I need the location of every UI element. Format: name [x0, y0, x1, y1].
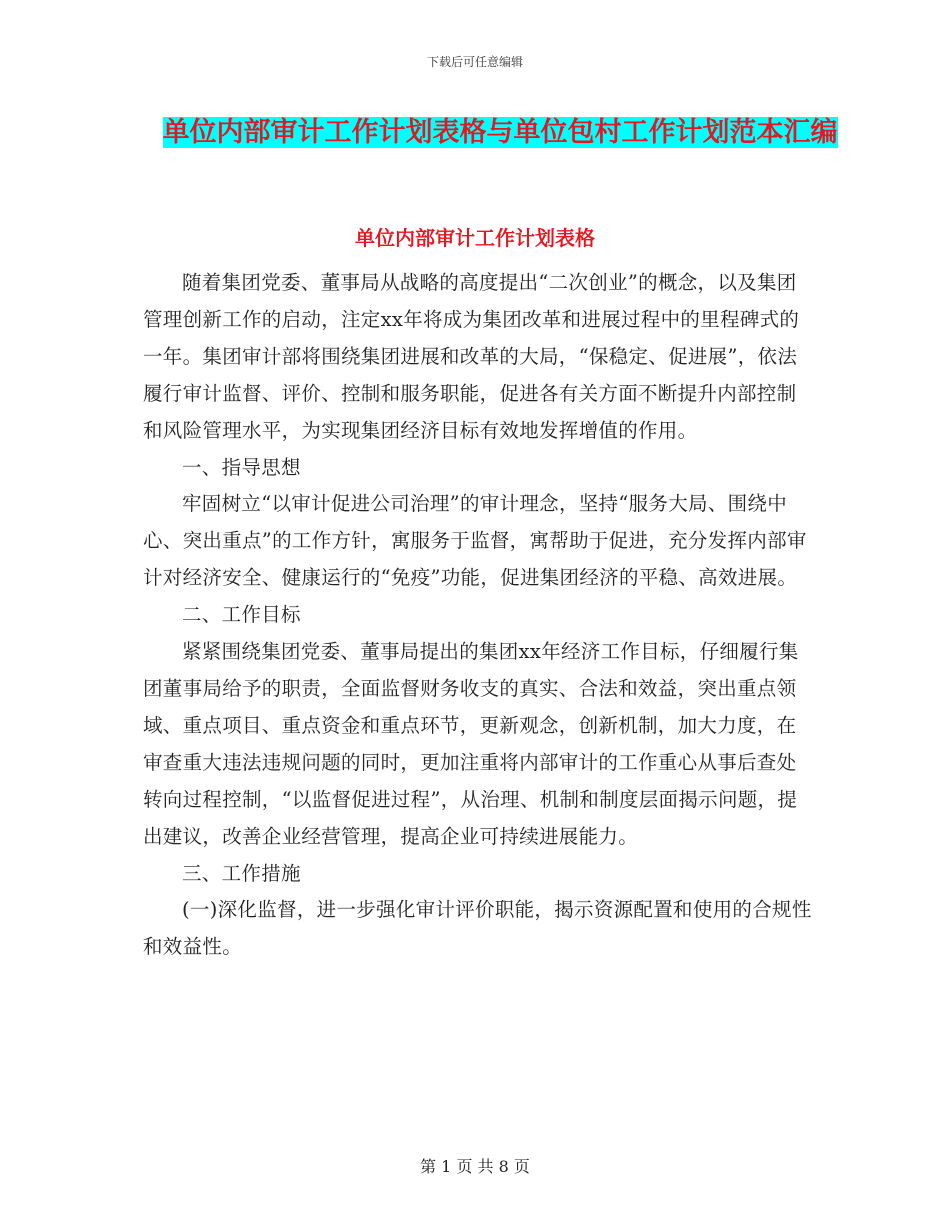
heading-work-goals: 二、工作目标: [182, 603, 301, 627]
document-body: [143, 265, 813, 966]
page-footer: 第 1 页 共 8 页: [420, 1157, 530, 1176]
heading-work-measures: 三、工作措施: [182, 861, 301, 885]
paragraph-measure-one: (一)深化监督，进一步强化审计评价职能，揭示资源配置和使用的合规性和效益性。: [143, 898, 812, 959]
document-title-text: 单位内部审计工作计划表格与单位包村工作计划范本汇编: [162, 117, 838, 148]
paragraph-work-goals: 紧紧围绕集团党委、董事局提出的集团xx年经济工作目标，仔细履行集团董事局给予的职责，全面监督财务收支的真实、合法和效益，突出重点领域、重点项目、重点资金和重点环节，更新观念，创新机制，加大力度，在审查重大违法违规问题的同时，更加注重将内部审计的工作重心从事后查处转向过程控制，“以监督促进过程”，从治理、机制和制度层面揭示问题，提出建议，改善企业经营管理，提高企业可持续进展能力。: [143, 640, 799, 848]
heading-guiding-ideology: 一、指导思想: [182, 455, 301, 479]
document-title: [140, 110, 860, 155]
section-title: 单位内部审计工作计划表格: [355, 226, 595, 250]
paragraph-intro: 随着集团党委、董事局从战略的高度提出“二次创业”的概念，以及集团管理创新工作的启动，注定xx年将成为集团改革和进展过程中的里程碑式的一年。集团审计部将围绕集团进展和改革的大局，“保稳定、促进展”，依法履行审计监督、评价、控制和服务职能，促进各有关方面不断提升内部控制和风险管理水平，为实现集团经济目标有效地发挥增值的作用。: [143, 271, 800, 442]
paragraph-guiding-ideology: 牢固树立“以审计促进公司治理”的审计理念，坚持“服务大局、围绕中心、突出重点”的工作方针，寓服务于监督，寓帮助于促进，充分发挥内部审计对经济安全、健康运行的“免疫”功能，促进集团经济的平稳、高效进展。: [143, 492, 807, 590]
header-note: 下载后可任意编辑: [426, 55, 523, 69]
